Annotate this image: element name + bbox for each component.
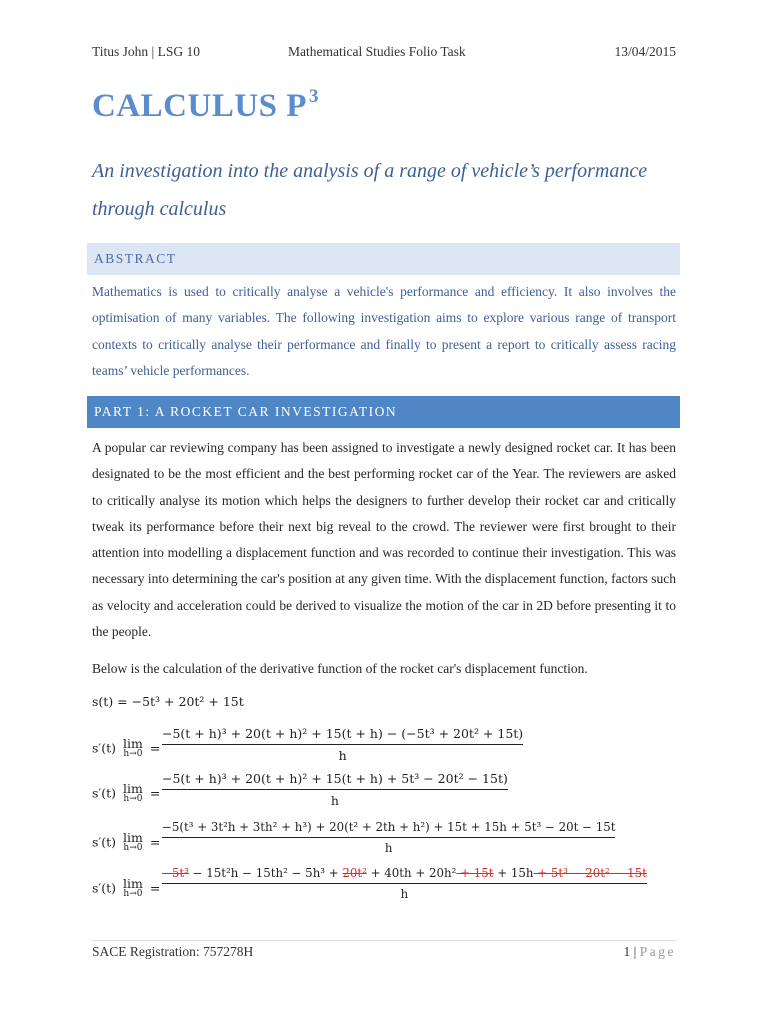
document-title: CALCULUS P $^3$ [92,86,319,124]
cancelled-term: + 15t [456,866,494,880]
cancelled-term: −5t³ [162,866,189,880]
sace-registration: SACE Registration: 757278H [92,944,254,959]
fraction-numerator: −5(t + h)³ + 20(t + h)² + 15(t + h) − (−5t³ + 20t² + 15t) [162,726,523,745]
fraction-denominator: h [384,841,393,855]
fraction-numerator: −5(t + h)³ + 20(t + h)² + 15(t + h) + 5t³ − 20t² − 15t) [162,771,508,790]
cancelled-term: + 5t³ − 20t² − 15t [533,866,647,880]
title-superscript: 3 [308,86,319,107]
fraction-denominator: h [338,748,347,763]
header-course: Mathematical Studies Folio Task [288,44,466,59]
fraction-denominator: h [330,793,339,808]
cancelled-term: 20t² [342,866,367,880]
part1-body: A popular car reviewing company has been assigned to investigate a newly designed rocket car. It has been designated to be the most efficient and the best performing rocket car of the Year. The reviewers are asked to critically analyse its motion which helps the designers to further develop their rocket car and critically tweak its performance before their next big reveal to the crowd. The reviewer were first brought to their attention into modelling a displacement function and was recorded to continue their investigation. This was necessary into determining the car's position at any given time. With the displacement function, factors such as velocity and acceleration could be derived to visualize the motion of the car in 2D before presenting it to the people. [92,440,676,640]
fraction-denominator: h [400,887,409,901]
footer-divider [92,940,676,941]
document-subtitle: An investigation into the analysis of a range of vehicle’s performance through calculus [92,160,648,220]
displacement-equation: s(t) = −5t³ + 20t² + 15t [92,694,244,709]
calc-intro: Below is the calculation of the derivative function of the rocket car's displacement function. [92,661,588,676]
fraction-numerator: −5t³ − 15t²h − 15th² − 5h³ + 20t² + 40th + 20h² + 15t + 15h + 5t³ − 20t² − 15t [162,866,647,884]
abstract-body: Mathematics is used to critically analyse a vehicle's performance and efficiency. It also involves the optimisation of many variables. The following investigation aims to explore various range of transport contexts to critically analyse their performance and finally to present a report to critically assess racing teams’ vehicle performances. [92,284,676,378]
part1-heading: PART 1: A ROCKET CAR INVESTIGATION [87,396,680,428]
fraction-numerator: −5(t³ + 3t²h + 3th² + h³) + 20(t² + 2th + h²) + 15t + 15h + 5t³ − 20t − 15t [162,820,615,838]
page-number: 1 | Page [623,944,676,959]
header-date: 13/04/2015 [614,44,676,59]
abstract-heading: ABSTRACT [87,243,680,275]
header-author: Titus John | LSG 10 [92,44,200,59]
